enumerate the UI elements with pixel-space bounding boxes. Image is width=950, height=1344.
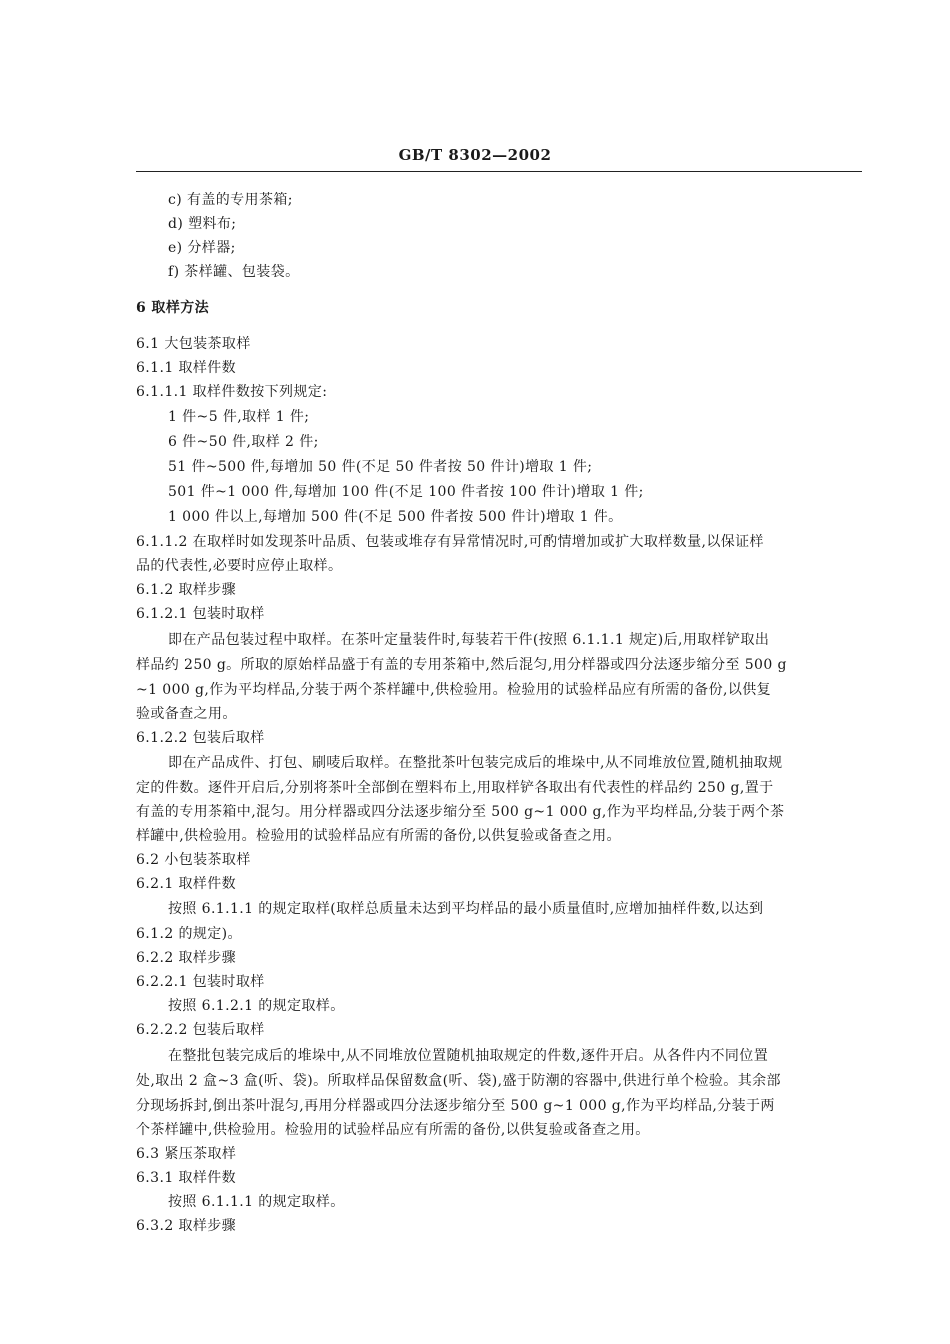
section-heading-6-1-2-2: 6.1.2.2 包装后取样 — [136, 730, 265, 746]
rule-line: 501 件~1 000 件,每增加 100 件(不足 100 件者按 100 件计)增取 1 件; — [168, 484, 644, 500]
section-heading-6-2-1: 6.2.1 取样件数 — [136, 876, 237, 892]
section-heading-6-2-2: 6.2.2 取样步骤 — [136, 950, 237, 966]
section-heading-6-3-1: 6.3.1 取样件数 — [136, 1170, 237, 1186]
paragraph-line: 6.1.2 的规定)。 — [136, 926, 242, 942]
section-heading-6-1-2-1: 6.1.2.1 包装时取样 — [136, 606, 265, 622]
paragraph-line: 个茶样罐中,供检验用。检验用的试验样品应有所需的备份,以供复验或备查之用。 — [136, 1122, 650, 1138]
paragraph-line: 在整批包装完成后的堆垛中,从不同堆放位置随机抽取规定的件数,逐件开启。从各件内不同位置 — [168, 1048, 769, 1064]
section-heading-6-1: 6.1 大包装茶取样 — [136, 336, 251, 352]
paragraph-line: 按照 6.1.2.1 的规定取样。 — [168, 998, 345, 1014]
section-heading-6-3: 6.3 紧压茶取样 — [136, 1146, 237, 1162]
paragraph-line: 分现场拆封,倒出茶叶混匀,再用分样器或四分法逐步缩分至 500 g~1 000 g,作为平均样品,分装于两 — [136, 1098, 775, 1114]
paragraph-line: 定的件数。逐件开启后,分别将茶叶全部倒在塑料布上,用取样铲各取出有代表性的样品约 250 g,置于 — [136, 780, 774, 796]
section-heading-6-2: 6.2 小包装茶取样 — [136, 852, 251, 868]
paragraph-line: 即在产品成件、打包、刷唛后取样。在整批茶叶包装完成后的堆垛中,从不同堆放位置,随机抽取规 — [168, 755, 783, 771]
paragraph-line: 样罐中,供检验用。检验用的试验样品应有所需的备份,以供复验或备查之用。 — [136, 828, 621, 844]
section-heading-6: 6 取样方法 — [136, 300, 210, 316]
rule-line: 1 000 件以上,每增加 500 件(不足 500 件者按 500 件计)增取 1 件。 — [168, 509, 623, 525]
list-item: e) 分样器; — [168, 240, 236, 256]
paragraph-line: 有盖的专用茶箱中,混匀。用分样器或四分法逐步缩分至 500 g~1 000 g,作为平均样品,分装于两个茶 — [136, 804, 785, 820]
rule-line: 51 件~500 件,每增加 50 件(不足 50 件者按 50 件计)增取 1 件; — [168, 459, 593, 475]
rule-line: 1 件~5 件,取样 1 件; — [168, 409, 310, 425]
list-item: c) 有盖的专用茶箱; — [168, 192, 293, 208]
page-header-standard-code: GB/T 8302—2002 — [398, 146, 552, 164]
section-heading-6-1-1: 6.1.1 取样件数 — [136, 360, 237, 376]
section-heading-6-2-2-2: 6.2.2.2 包装后取样 — [136, 1022, 265, 1038]
rule-line: 6 件~50 件,取样 2 件; — [168, 434, 319, 450]
header-divider — [136, 171, 862, 172]
section-heading-6-2-2-1: 6.2.2.1 包装时取样 — [136, 974, 265, 990]
paragraph-line: 品的代表性,必要时应停止取样。 — [136, 558, 343, 574]
paragraph-line: 验或备查之用。 — [136, 706, 237, 722]
paragraph-line: 6.1.1.2 在取样时如发现茶叶品质、包装或堆存有异常情况时,可酌情增加或扩大取样数量,以保证样 — [136, 534, 764, 550]
paragraph-line: 即在产品包装过程中取样。在茶叶定量装件时,每装若干件(按照 6.1.1.1 规定)后,用取样铲取出 — [168, 632, 770, 648]
list-item: d) 塑料布; — [168, 216, 237, 232]
section-heading-6-1-2: 6.1.2 取样步骤 — [136, 582, 237, 598]
paragraph-line: 样品约 250 g。所取的原始样品盛于有盖的专用茶箱中,然后混匀,用分样器或四分法逐步缩分至 500 g — [136, 657, 787, 673]
section-heading-6-3-2: 6.3.2 取样步骤 — [136, 1218, 237, 1234]
section-heading-6-1-1-1: 6.1.1.1 取样件数按下列规定: — [136, 384, 328, 400]
paragraph-line: 按照 6.1.1.1 的规定取样(取样总质量未达到平均样品的最小质量值时,应增加抽样件数,以达到 — [168, 901, 764, 917]
paragraph-line: 处,取出 2 盒~3 盒(听、袋)。所取样品保留数盒(听、袋),盛于防潮的容器中,供进行单个检验。其余部 — [136, 1073, 781, 1089]
paragraph-line: 按照 6.1.1.1 的规定取样。 — [168, 1194, 345, 1210]
paragraph-line: ~1 000 g,作为平均样品,分装于两个茶样罐中,供检验用。检验用的试验样品应有所需的备份,以供复 — [136, 682, 772, 698]
list-item: f) 茶样罐、包装袋。 — [168, 264, 300, 280]
